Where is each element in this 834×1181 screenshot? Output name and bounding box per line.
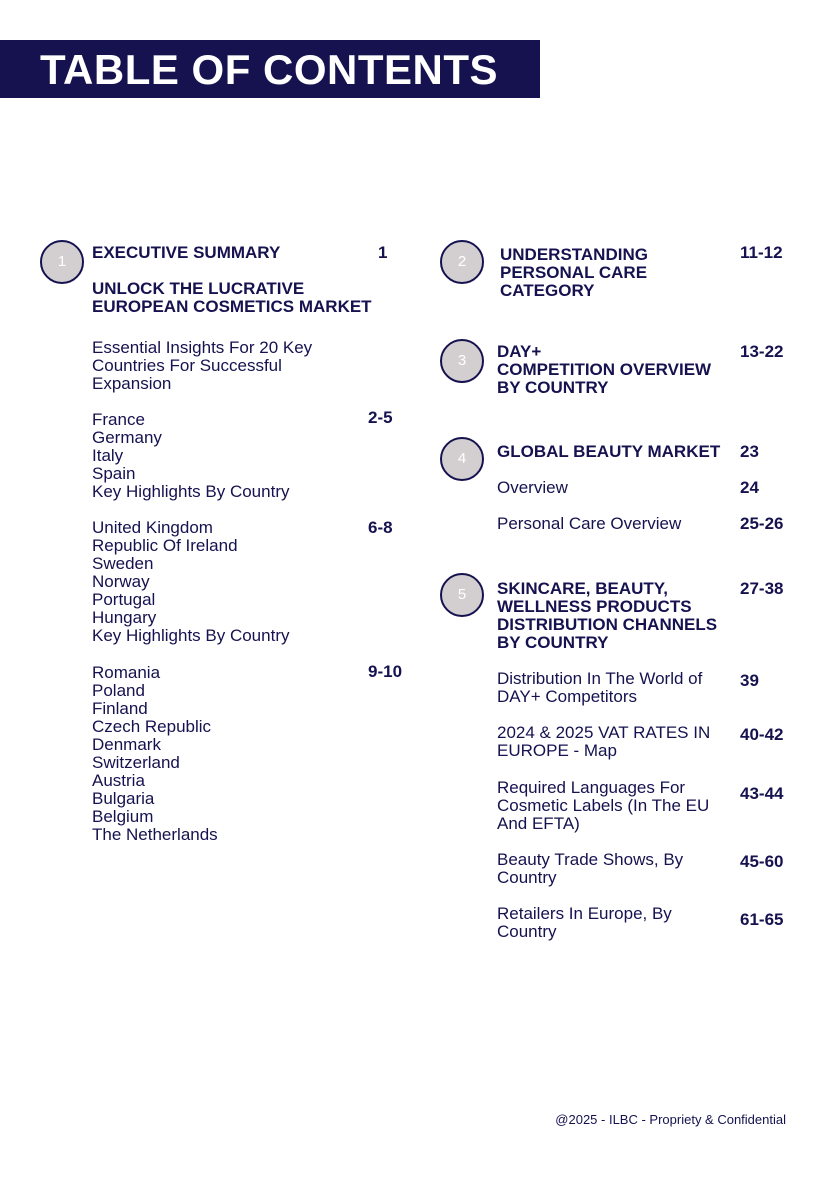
section-page-number: 23 — [740, 442, 759, 461]
toc-entry[interactable]: Overview — [497, 478, 568, 497]
toc-entry[interactable]: Retailers In Europe, By Country — [497, 904, 672, 941]
section-number-badge: 5 — [440, 573, 484, 617]
group-3-page-number: 9-10 — [368, 662, 403, 681]
section-number-badge: 4 — [440, 437, 484, 481]
toc-entry-page: 25-26 — [740, 514, 784, 533]
group-1-page-number: 2-5 — [368, 408, 393, 427]
country-list-group-3[interactable]: Romania Poland Finland Czech Republic Denmark Switzerland Austria Bulgaria Belgium The Netherlands — [92, 663, 218, 844]
section-page-number: 1 — [378, 243, 388, 262]
toc-entry-page: 61-65 — [740, 910, 784, 929]
section-title-executive-summary[interactable]: EXECUTIVE SUMMARY — [92, 243, 281, 262]
toc-entry-page: 40-42 — [740, 725, 784, 744]
toc-entry-page: 39 — [740, 671, 759, 690]
section-page-number: 11-12 — [740, 243, 783, 262]
section-number-badge: 2 — [440, 240, 484, 284]
toc-entry-page: 45-60 — [740, 852, 784, 871]
toc-entry[interactable]: Required Languages For Cosmetic Labels (In The EU And EFTA) — [497, 778, 710, 833]
section-title-personal-care[interactable]: UNDERSTANDING PERSONAL CARE CATEGORY — [500, 245, 648, 300]
section-number-badge: 3 — [440, 339, 484, 383]
toc-entry-page: 24 — [740, 478, 759, 497]
section-page-number: 27-38 — [740, 579, 784, 598]
page-title: TABLE OF CONTENTS — [40, 46, 499, 93]
toc-entry-page: 43-44 — [740, 784, 784, 803]
section-title-competition-overview[interactable]: DAY+ COMPETITION OVERVIEW BY COUNTRY — [497, 342, 712, 397]
toc-entry[interactable]: Distribution In The World of DAY+ Competitors — [497, 669, 703, 706]
intro-text: Essential Insights For 20 Key Countries For Successful Expansion — [92, 338, 313, 393]
footer-copyright: @2025 - ILBC - Propriety & Confidential — [555, 1112, 786, 1127]
country-list-group-1[interactable]: France Germany Italy Spain Key Highlights By Country — [92, 410, 290, 501]
section-subtitle: UNLOCK THE LUCRATIVE EUROPEAN COSMETICS MARKET — [92, 279, 372, 316]
section-page-number: 13-22 — [740, 342, 784, 361]
toc-entry[interactable]: 2024 & 2025 VAT RATES IN EUROPE - Map — [497, 723, 711, 760]
section-title-global-beauty-market[interactable]: GLOBAL BEAUTY MARKET — [497, 442, 721, 461]
group-2-page-number: 6-8 — [368, 518, 393, 537]
section-number-badge: 1 — [40, 240, 84, 284]
toc-entry[interactable]: Personal Care Overview — [497, 514, 682, 533]
country-list-group-2[interactable]: United Kingdom Republic Of Ireland Sweden Norway Portugal Hungary Key Highlights By Country — [92, 518, 290, 645]
toc-entry[interactable]: Beauty Trade Shows, By Country — [497, 850, 684, 887]
section-title-distribution-channels[interactable]: SKINCARE, BEAUTY, WELLNESS PRODUCTS DISTRIBUTION CHANNELS BY COUNTRY — [497, 579, 718, 652]
